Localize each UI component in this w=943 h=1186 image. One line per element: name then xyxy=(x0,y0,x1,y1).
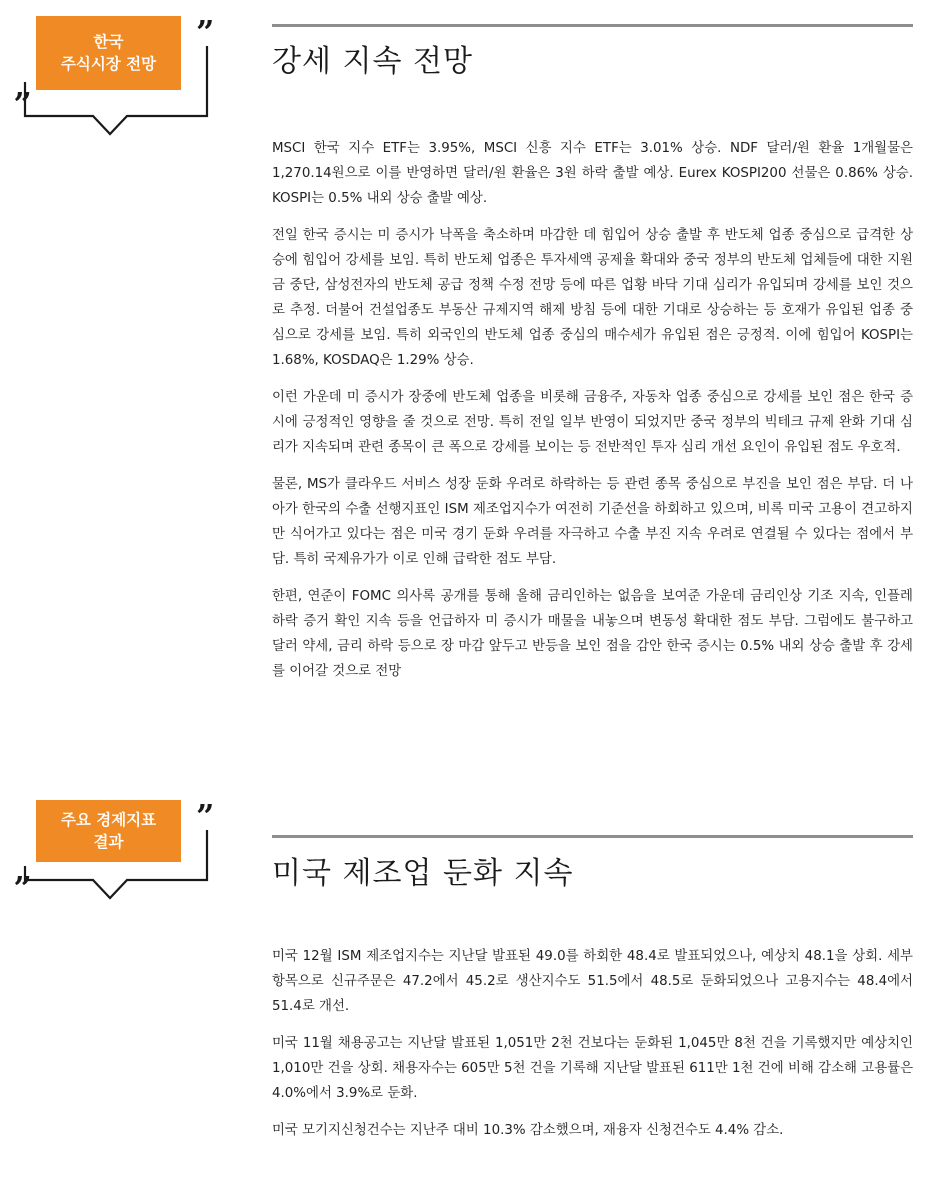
section-divider xyxy=(272,24,913,27)
paragraph: 미국 모기지신청건수는 지난주 대비 10.3% 감소했으며, 재융자 신청건수도 4.4% 감소. xyxy=(272,1123,784,1138)
section-title: 미국 제조업 둔화 지속 xyxy=(272,856,574,891)
paragraph: 미국 12월 ISM 제조업지수는 지난달 발표된 49.0를 하회한 48.4로 발표되었으나, 예상치 48.1을 상회. 세부항목으로 신규주문은 47.2에서 45.2로 생산지수도 51.5에서 48.5로 둔화되었으나 고용지수는 48.4에서 51.4로 개선. xyxy=(272,949,913,1014)
tag-label-box xyxy=(36,16,181,90)
paragraph: 미국 11월 채용공고는 지난달 발표된 1,051만 2천 건보다는 둔화된 1,045만 8천 건을 기록했지만 예상치인 1,010만 건을 상회. 채용자수는 605만 5천 건을 기록해 지난달 발표된 611만 1천 건에 비해 감소해 고용률은 4.0%에서 3.9%로 둔화. xyxy=(272,1036,913,1101)
paragraph: 물론, MS가 클라우드 서비스 성장 둔화 우려로 하락하는 등 관련 종목 중심으로 부진을 보인 점은 부담. 더 나아가 한국의 수출 선행지표인 ISM 제조업지수가 여전히 기준선을 하회하고 있으며, 비록 미국 고용이 견고하지만 식어가고 있다는 점은 미국 경기 둔화 우려를 자극하고 수출 부진 지속 우려로 연결될 수 있다는 점에서 부담. 특히 국제유가가 이로 인해 급락한 점도 부담. xyxy=(272,477,913,567)
close-quote-icon: ” xyxy=(196,797,215,835)
close-quote-icon: ” xyxy=(196,13,215,51)
tag-label-line-1: 한국 xyxy=(93,33,124,51)
tag-label-line-2: 결과 xyxy=(93,833,124,851)
paragraph: 전일 한국 증시는 미 증시가 낙폭을 축소하며 마감한 데 힘입어 상승 출발 후 반도체 업종 중심으로 급격한 상승에 힘입어 강세를 보임. 특히 반도체 업종은 투자세액 공제율 확대와 중국 정부의 반도체 업체들에 대한 지원금 중단, 삼성전자의 반도체 공급 정책 수정 전망 등에 따른 업황 바닥 기대 심리가 유입되며 강세를 보인 것으로 추정. 더불어 건설업종도 부동산 규제지역 해제 방침 등에 대한 기대로 상승하는 등 호재가 유입된 업종 중심으로 강세를 보임. 특히 외국인의 반도체 업종 중심의 매수세가 유입된 점은 긍정적. 이에 힘입어 KOSPI는 1.68%, KOSDAQ은 1.29% 상승. xyxy=(272,228,913,368)
paragraph: 한편, 연준이 FOMC 의사록 공개를 통해 올해 금리인하는 없음을 보여준 가운데 금리인상 기조 지속, 인플레 하락 증거 확인 지속 등을 언급하자 미 증시가 매물을 내놓으며 변동성 확대한 점도 부담. 그럼에도 불구하고 달러 약세, 금리 하락 등으로 장 마감 앞두고 반등을 보인 점을 감안 한국 증시는 0.5% 내외 상승 출발 후 강세를 이어갈 것으로 전망 xyxy=(272,589,913,679)
section-body xyxy=(272,136,913,696)
section-divider xyxy=(272,835,913,838)
open-quote-icon: „ xyxy=(14,67,33,105)
section-title: 강세 지속 전망 xyxy=(272,44,473,79)
open-quote-icon: „ xyxy=(14,851,33,889)
tag-label-line-1: 주요 경제지표 xyxy=(60,811,157,829)
paragraph: 이런 가운데 미 증시가 장중에 반도체 업종을 비롯해 금융주, 자동차 업종 중심으로 강세를 보인 점은 한국 증시에 긍정적인 영향을 줄 것으로 전망. 특히 전일 일부 반영이 되었지만 중국 정부의 빅테크 규제 완화 기대 심리가 지속되며 관련 종목이 큰 폭으로 강세를 보이는 등 전반적인 투자 심리 개선 요인이 유입된 점도 우호적. xyxy=(272,390,913,455)
tag-label-line-2: 주식시장 전망 xyxy=(60,55,157,73)
section-tag-market-outlook xyxy=(14,13,215,152)
tag-label-box xyxy=(36,800,181,862)
section-tag-economic-indicators xyxy=(14,797,215,936)
paragraph: MSCI 한국 지수 ETF는 3.95%, MSCI 신흥 지수 ETF는 3.01% 상승. NDF 달러/원 환율 1개월물은 1,270.14원으로 이를 반영하면 달러/원 환율은 3원 하락 출발 예상. Eurex KOSPI200 선물은 0.86% 상승. KOSPI는 0.5% 내외 상승 출발 예상. xyxy=(272,141,913,206)
section-body xyxy=(272,944,913,1155)
